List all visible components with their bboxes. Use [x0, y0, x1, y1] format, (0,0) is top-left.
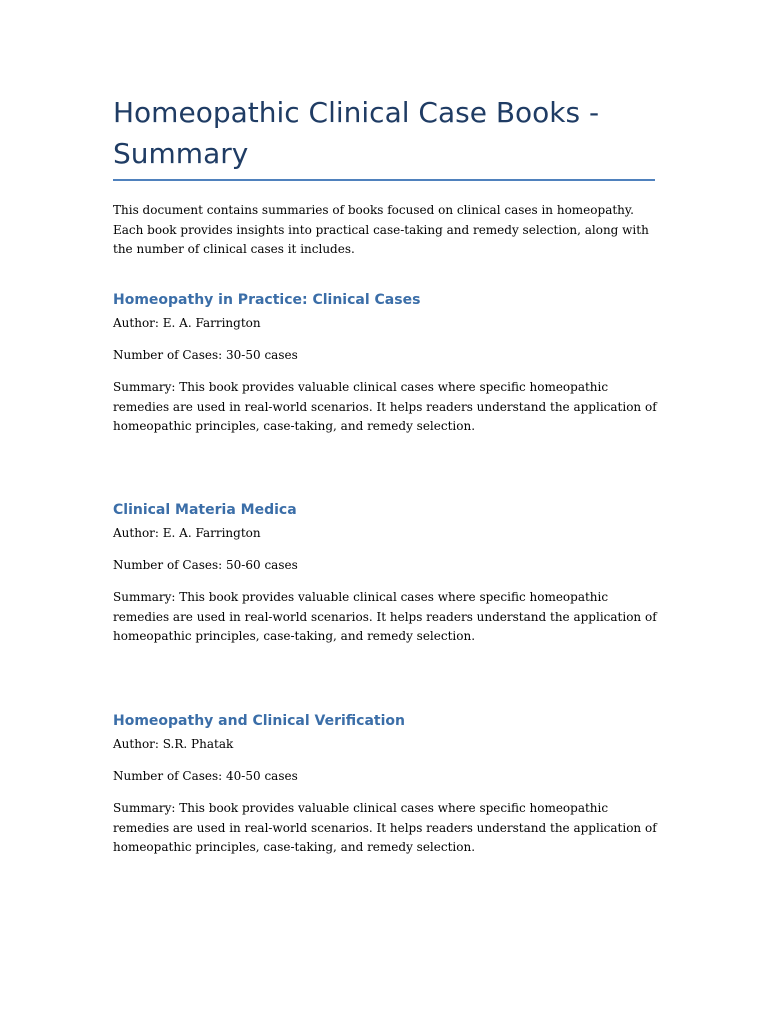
book-case-count: Number of Cases: 40-50 cases — [113, 769, 298, 783]
book-summary: Summary: This book provides valuable clinical cases where specific homeopathic remedies are used in real-world scenarios. It helps readers understand the application of homeopathic principles, case-taking, and remedy selection. — [113, 380, 657, 433]
book-summary: Summary: This book provides valuable clinical cases where specific homeopathic remedies are used in real-world scenarios. It helps readers understand the application of homeopathic principles, case-taking, and remedy selection. — [113, 590, 657, 643]
document-title: Homeopathic Clinical Case Books - Summary — [113, 96, 600, 170]
book-summary: Summary: This book provides valuable clinical cases where specific homeopathic remedies are used in real-world scenarios. It helps readers understand the application of homeopathic principles, case-taking, and remedy selection. — [113, 801, 657, 854]
intro-paragraph: This document contains summaries of books focused on clinical cases in homeopathy. Each book provides insights into practical case-taking and remedy selection, along with the number of clinical cases it includes. — [113, 203, 649, 256]
book-author: Author: S.R. Phatak — [113, 737, 234, 751]
book-title: Homeopathy and Clinical Verification — [113, 713, 405, 729]
book-case-count: Number of Cases: 30-50 cases — [113, 348, 298, 362]
book-entry — [113, 710, 658, 858]
book-author: Author: E. A. Farrington — [113, 526, 261, 540]
book-author: Author: E. A. Farrington — [113, 316, 261, 330]
title-underline — [113, 179, 655, 181]
book-title: Homeopathy in Practice: Clinical Cases — [113, 292, 421, 308]
book-entry — [113, 499, 658, 647]
book-title: Clinical Materia Medica — [113, 502, 297, 518]
book-entry — [113, 289, 658, 437]
book-case-count: Number of Cases: 50-60 cases — [113, 558, 298, 572]
